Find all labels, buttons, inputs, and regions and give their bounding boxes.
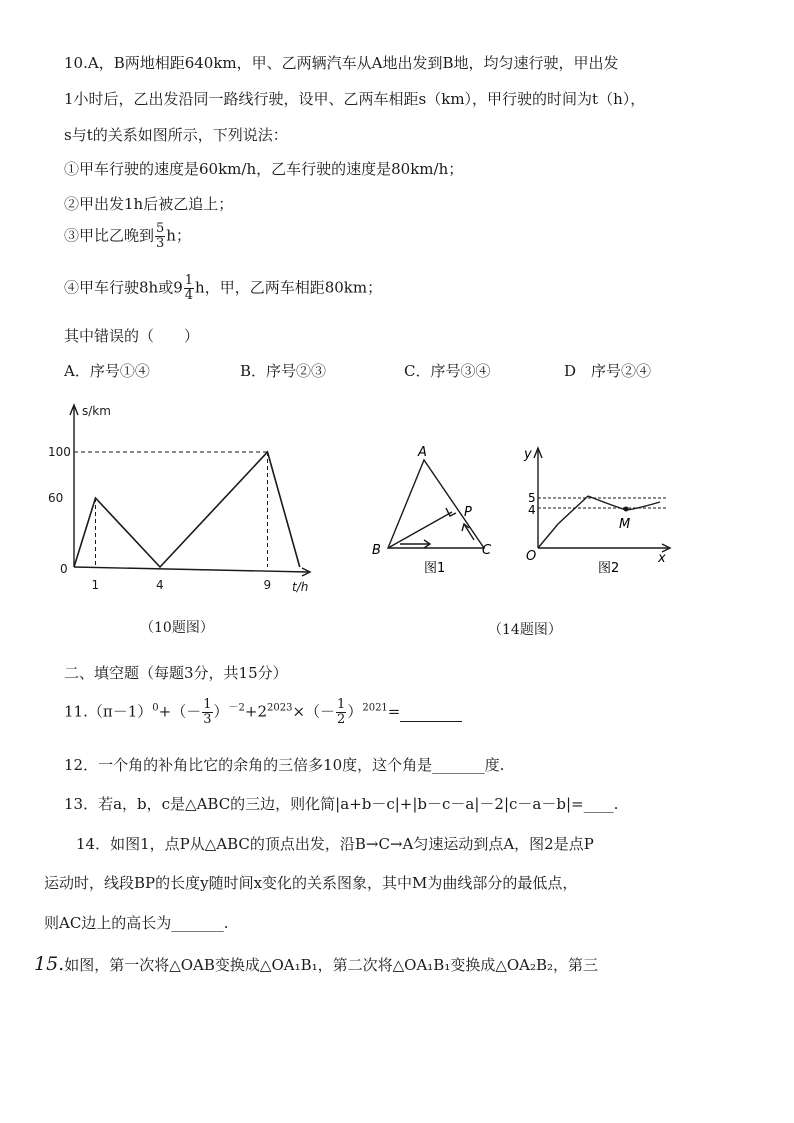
figure-14-caption: （14题图） (488, 622, 562, 638)
q10-question: 其中错误的（ ） (64, 327, 200, 345)
label-c: C (482, 543, 492, 558)
fig2-tick-4: 4 (528, 503, 536, 517)
point-m (624, 507, 629, 512)
statement-4-text: ④甲车行驶8h或9 (64, 278, 183, 297)
x-tick-label: 4 (156, 578, 164, 592)
fig2-y-label: y (524, 447, 532, 462)
label-p: P (464, 505, 472, 520)
q13: 13．若a，b，c是△ABC的三边，则化简|a+b－c|+|b－c－a|－2|c－a－b|=____. (64, 795, 619, 813)
option-b: B．序号②③ (240, 362, 327, 380)
q12: 12．一个角的补角比它的余角的三倍多10度，这个角是_______度. (64, 756, 505, 774)
x-tick-label: 9 (263, 578, 272, 592)
fraction-5-3: $\frac{5}{3}$ (156, 221, 165, 251)
option-d: D 序号②④ (564, 362, 652, 380)
q15: 15.如图，第一次将△OAB变换成△OA₁B₁，第二次将△OA₁B₁变换成△OA₂B₂，第三 (34, 953, 599, 975)
section-2-title: 二、填空题（每题3分，共15分） (64, 664, 288, 682)
q10-statement-1: ①甲车行驶的速度是60km/h，乙车行驶的速度是80km/h； (64, 160, 464, 178)
q14-line2: 运动时，线段BP的长度y随时间x变化的关系图象，其中M为曲线部分的最低点， (44, 874, 578, 892)
distance-series-line (74, 452, 300, 567)
fig2-x-label: x (658, 551, 666, 566)
statement-3-text: ③甲比乙晚到 (64, 226, 155, 245)
figure-14-diagrams (360, 438, 680, 588)
figure-2-caption: 图2 (598, 561, 620, 576)
figure-10-caption: （10题图） (140, 620, 214, 636)
y-tick-label: 100 (48, 445, 71, 459)
option-c: C．序号③④ (404, 362, 491, 380)
segment-bp (388, 512, 452, 548)
x-axis (74, 567, 308, 572)
fraction-1-2: $\frac{1}{2}$ (337, 697, 346, 727)
figure-1-caption: 图1 (424, 561, 446, 576)
q10-statement-4: ④甲车行驶8h或9 $\frac{1}{4}$ h，甲，乙两车相距80km； (64, 273, 383, 303)
q10-statement-2: ②甲出发1h后被乙追上； (64, 195, 234, 213)
answer-blank-11[interactable] (400, 703, 462, 722)
x-tick-label: 1 (91, 578, 100, 592)
triangle-abc (388, 460, 484, 548)
q10-line1: 10.A，B两地相距640km，甲、乙两辆汽车从A地出发到B地，均匀速行驶，甲出发 (64, 54, 619, 72)
q14-line1: 14．如图1，点P从△ABC的顶点出发，沿B→C→A匀速运动到点A，图2是点P (76, 835, 594, 853)
option-a: A．序号①④ (64, 362, 150, 380)
label-a: A (418, 445, 427, 460)
q10-statement-3: ③甲比乙晚到 $\frac{5}{3}$ h； (64, 221, 191, 251)
origin-label: 0 (60, 562, 68, 576)
fraction-1-3: $\frac{1}{3}$ (203, 697, 212, 727)
fraction-1-4: $\frac{1}{4}$ (184, 273, 194, 303)
fig2-label-m: M (619, 517, 631, 532)
q10-line2: 1小时后，乙出发沿同一路线行驶，设甲、乙两车相距s（km），甲行驶的时间为t（h）， (64, 90, 646, 108)
x-axis-label: t/h (292, 580, 309, 594)
figure-10-chart (40, 395, 330, 605)
label-b: B (372, 543, 381, 558)
fig2-tick-5: 5 (528, 491, 536, 505)
q10-line3: s与t的关系如图所示，下列说法： (64, 126, 288, 144)
y-tick-label: 60 (48, 491, 64, 505)
fig2-curve (538, 496, 588, 548)
q11: $11.(\pi-1)^0+(-$ $\frac{1}{3}$ ）$^{-2}+2^{2023}\times(-$ $\frac{1}{2}$ ）$^{2021}$= (64, 698, 462, 727)
q15-number: 15. (34, 953, 65, 975)
y-axis-label: s/km (82, 404, 111, 418)
fig2-origin: O (526, 549, 537, 564)
q14-line3: 则AC边上的高长为_______. (44, 914, 229, 932)
